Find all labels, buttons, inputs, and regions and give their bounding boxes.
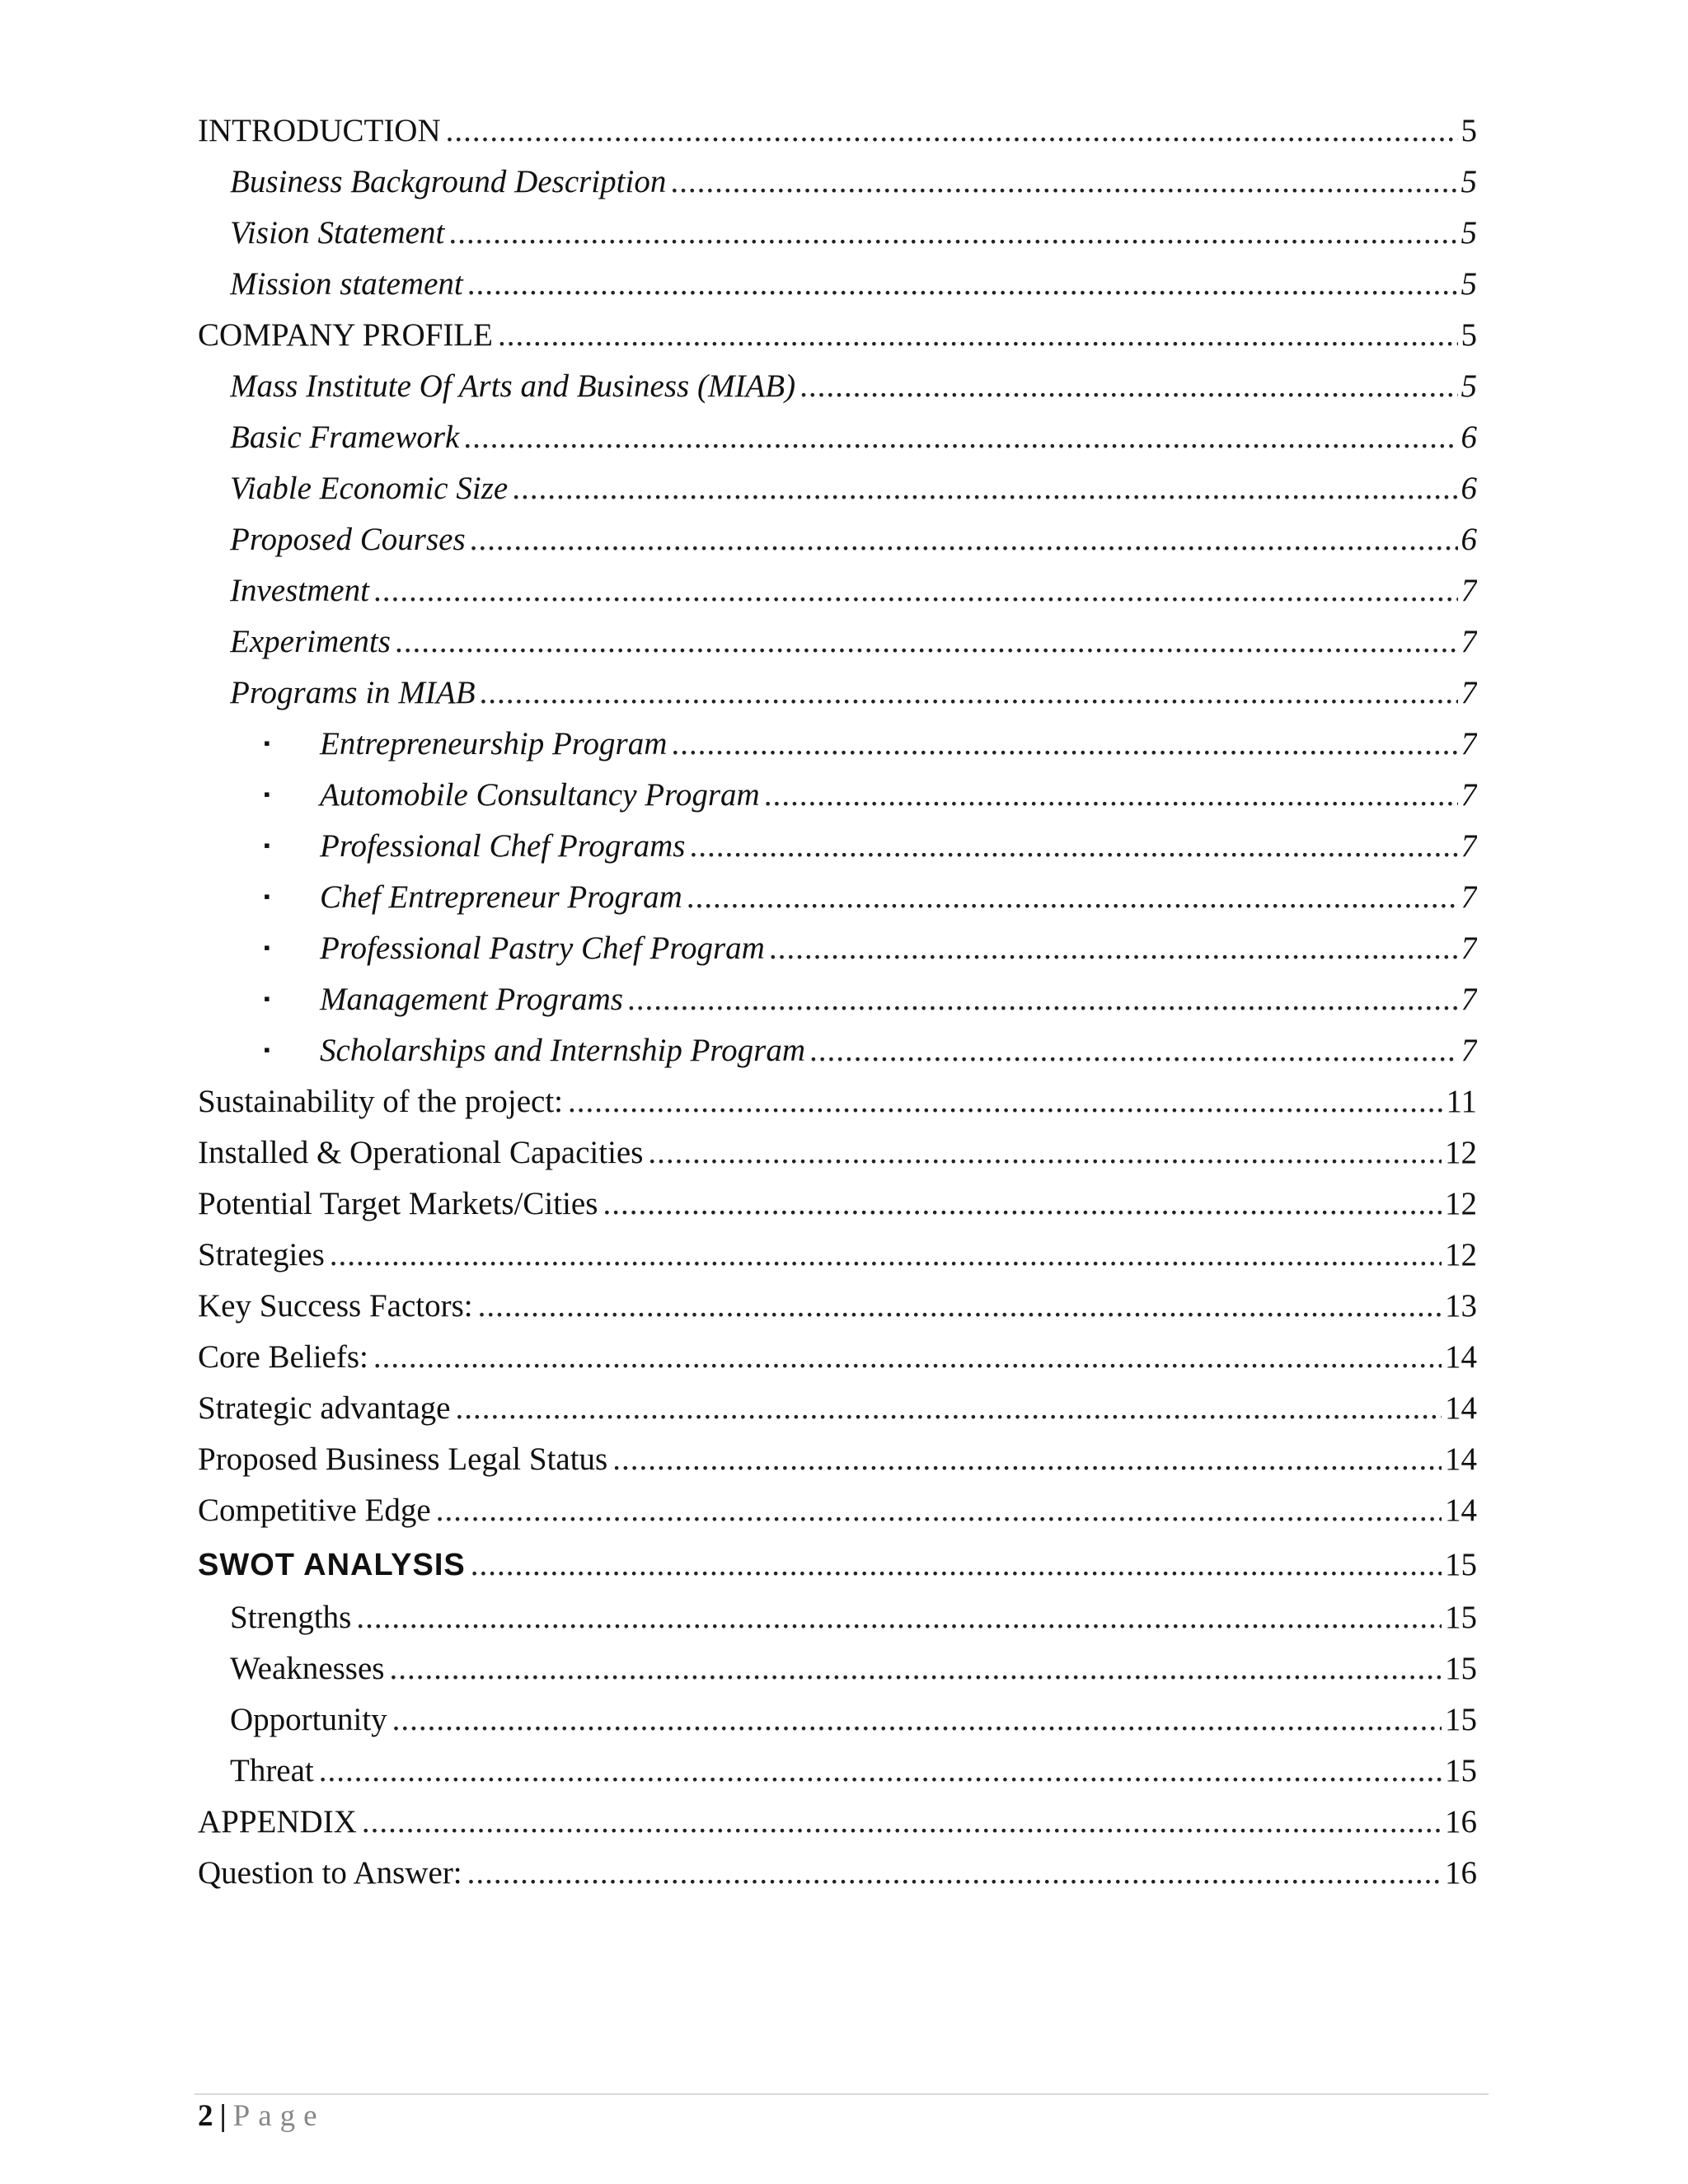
toc-page-number: 12	[1445, 1186, 1477, 1221]
toc-entry-question-to-answer[interactable]	[198, 1849, 1477, 1897]
dot-leader	[373, 1333, 1442, 1381]
square-bullet-icon: ▪	[264, 988, 270, 1009]
toc-entry-experiments[interactable]	[230, 618, 1477, 666]
square-bullet-icon: ▪	[264, 1039, 270, 1060]
toc-page-number: 7	[1461, 1033, 1477, 1068]
toc-page-number: 7	[1461, 828, 1477, 864]
toc-entry-pastry-chef[interactable]	[264, 925, 1477, 972]
dot-leader	[770, 925, 1458, 972]
toc-entry-label: Professional Pastry Chef Program	[320, 930, 765, 966]
dot-leader	[467, 1849, 1442, 1897]
square-bullet-icon: ▪	[264, 733, 270, 753]
toc-page-number: 14	[1445, 1390, 1477, 1426]
toc-entry-label: Chef Entrepreneur Program	[320, 879, 682, 915]
toc-entry-strategic-advantage[interactable]	[198, 1385, 1477, 1432]
toc-page-number: 12	[1445, 1135, 1477, 1170]
toc-entry-label: Proposed Business Legal Status	[198, 1441, 608, 1477]
toc-entry-label: Entrepreneurship Program	[320, 726, 668, 762]
dot-leader	[603, 1180, 1442, 1228]
toc-entry-strategies[interactable]	[198, 1231, 1477, 1279]
dot-leader	[690, 823, 1457, 870]
toc-entry-label: Installed & Operational Capacities	[198, 1135, 644, 1170]
toc-entry-label: Potential Target Markets/Cities	[198, 1186, 598, 1221]
toc-page-number: 5	[1461, 317, 1477, 353]
toc-entry-sustainability[interactable]	[198, 1078, 1477, 1126]
toc-entry-label: Programs in MIAB	[230, 675, 476, 710]
toc-page-number: 7	[1461, 982, 1477, 1017]
dot-leader	[810, 1027, 1458, 1075]
toc-entry-core-beliefs[interactable]	[198, 1333, 1477, 1381]
toc-page-number: 7	[1461, 930, 1477, 966]
toc-entry-label: Competitive Edge	[198, 1493, 431, 1528]
dot-leader	[464, 414, 1457, 462]
toc-entry-professional-chef[interactable]	[264, 823, 1477, 870]
toc-page-number: 15	[1445, 1651, 1477, 1686]
toc-page-number: 15	[1445, 1600, 1477, 1635]
toc-entry-vision-statement[interactable]	[230, 209, 1477, 257]
toc-entry-appendix[interactable]	[198, 1798, 1477, 1846]
toc-entry-label: APPENDIX	[198, 1804, 357, 1840]
toc-page-number: 6	[1461, 471, 1477, 506]
dot-leader	[628, 976, 1458, 1024]
toc-page-number: 7	[1461, 675, 1477, 710]
toc-page-number: 16	[1445, 1855, 1477, 1891]
dot-leader	[362, 1798, 1442, 1846]
toc-entry-competitive-edge[interactable]	[198, 1487, 1477, 1535]
toc-entry-business-background[interactable]	[230, 158, 1477, 206]
toc-entry-viable-economic-size[interactable]	[230, 465, 1477, 513]
toc-entry-label: INTRODUCTION	[198, 113, 441, 148]
toc-page-number: 15	[1445, 1547, 1477, 1582]
toc-entry-swot-analysis[interactable]	[198, 1541, 1477, 1589]
toc-entry-label: Proposed Courses	[230, 522, 466, 557]
toc-entry-strengths[interactable]	[230, 1594, 1477, 1642]
toc-entry-introduction[interactable]	[198, 107, 1477, 155]
toc-entry-chef-entrepreneur[interactable]	[264, 874, 1477, 921]
toc-entry-threat[interactable]	[230, 1747, 1477, 1795]
toc-entry-management-programs[interactable]	[264, 976, 1477, 1024]
dot-leader	[687, 874, 1458, 921]
toc-entry-label: Experiments	[230, 624, 391, 659]
toc-entry-label: Mass Institute Of Arts and Business (MIAB)	[230, 368, 796, 404]
toc-page-number: 14	[1445, 1493, 1477, 1528]
toc-entry-label: Sustainability of the project:	[198, 1084, 563, 1119]
toc-entry-scholarships-internship[interactable]	[264, 1027, 1477, 1075]
toc-entry-label: Key Success Factors:	[198, 1288, 473, 1324]
toc-entry-label: Strategies	[198, 1237, 325, 1272]
dot-leader	[765, 771, 1458, 819]
toc-entry-mission-statement[interactable]	[230, 260, 1477, 308]
square-bullet-icon: ▪	[264, 784, 270, 804]
footer-page-number: 2	[198, 2099, 213, 2133]
dot-leader	[389, 1645, 1442, 1693]
toc-page-number: 15	[1445, 1753, 1477, 1788]
toc-page-number: 7	[1461, 879, 1477, 915]
toc-entry-opportunity[interactable]	[230, 1696, 1477, 1744]
toc-entry-proposed-courses[interactable]	[230, 516, 1477, 564]
toc-entry-label: Basic Framework	[230, 419, 460, 455]
footer-page-word: Page	[232, 2099, 326, 2133]
toc-page-number: 16	[1445, 1804, 1477, 1840]
dot-leader	[392, 1696, 1442, 1744]
toc-entry-automobile-consultancy[interactable]	[264, 771, 1477, 819]
toc-entry-label: SWOT ANALYSIS	[198, 1548, 466, 1582]
dot-leader	[471, 1541, 1442, 1589]
toc-page-number: 12	[1445, 1237, 1477, 1272]
toc-entry-label: Scholarships and Internship Program	[320, 1033, 805, 1068]
toc-entry-label: Opportunity	[230, 1702, 387, 1737]
toc-entry-investment[interactable]	[230, 567, 1477, 615]
dot-leader	[356, 1594, 1442, 1642]
toc-entry-basic-framework[interactable]	[230, 414, 1477, 462]
dot-leader	[436, 1487, 1442, 1535]
dot-leader	[471, 516, 1458, 564]
dot-leader	[374, 567, 1458, 615]
toc-entry-installed-capacities[interactable]	[198, 1129, 1477, 1177]
dot-leader	[449, 209, 1457, 257]
toc-entry-label: Automobile Consultancy Program	[320, 777, 760, 813]
dot-leader	[498, 312, 1458, 359]
dot-leader	[330, 1231, 1442, 1279]
toc-entry-target-markets[interactable]	[198, 1180, 1477, 1228]
toc-entry-label: Professional Chef Programs	[320, 828, 686, 864]
toc-entry-miab[interactable]	[230, 363, 1477, 410]
toc-entry-programs-in-miab[interactable]	[230, 669, 1477, 717]
toc-entry-label: Strategic advantage	[198, 1390, 451, 1426]
toc-page-number: 5	[1461, 368, 1477, 404]
toc-entry-label: Investment	[230, 573, 369, 608]
toc-entry-label: Threat	[230, 1753, 314, 1788]
toc-entry-label: Strengths	[230, 1600, 352, 1635]
toc-page-number: 15	[1445, 1702, 1477, 1737]
dot-leader	[396, 618, 1458, 666]
toc-entry-company-profile[interactable]	[198, 312, 1477, 359]
dot-leader	[455, 1385, 1442, 1432]
dot-leader	[319, 1747, 1442, 1795]
dot-leader	[648, 1129, 1442, 1177]
toc-entry-label: Core Beliefs:	[198, 1339, 368, 1375]
toc-entry-weaknesses[interactable]	[230, 1645, 1477, 1693]
toc-entry-label: Viable Economic Size	[230, 471, 509, 506]
dot-leader	[468, 260, 1458, 308]
square-bullet-icon: ▪	[264, 835, 270, 855]
toc-page-number: 5	[1461, 164, 1477, 199]
square-bullet-icon: ▪	[264, 937, 270, 958]
toc-entry-label: Question to Answer:	[198, 1855, 462, 1891]
dot-leader	[800, 363, 1457, 410]
toc-entry-entrepreneurship-program[interactable]	[264, 720, 1477, 768]
toc-entry-label: Vision Statement	[230, 215, 445, 251]
toc-entry-label: Mission statement	[230, 266, 463, 302]
toc-page-number: 7	[1461, 777, 1477, 813]
toc-entry-label: Business Background Description	[230, 164, 667, 199]
dot-leader	[481, 669, 1458, 717]
footer-divider	[195, 2093, 1489, 2095]
dot-leader	[671, 158, 1457, 206]
toc-page-number: 14	[1445, 1339, 1477, 1375]
toc-page-number: 5	[1461, 215, 1477, 251]
toc-page-number: 7	[1461, 573, 1477, 608]
dot-leader	[513, 465, 1457, 513]
toc-page-number: 13	[1445, 1288, 1477, 1324]
toc-entry-key-success-factors[interactable]	[198, 1282, 1477, 1330]
toc-entry-legal-status[interactable]	[198, 1436, 1477, 1483]
toc-entry-label: Weaknesses	[230, 1651, 385, 1686]
toc-page-number: 11	[1446, 1084, 1477, 1119]
toc-page-number: 6	[1461, 522, 1477, 557]
square-bullet-icon: ▪	[264, 886, 270, 907]
dot-leader	[478, 1282, 1442, 1330]
toc-page-number: 7	[1461, 726, 1477, 762]
toc-entry-label: COMPANY PROFILE	[198, 317, 493, 353]
toc-page-number: 5	[1461, 266, 1477, 302]
toc-page-number: 7	[1461, 624, 1477, 659]
dot-leader	[672, 720, 1457, 768]
footer-separator: |	[219, 2099, 227, 2133]
dot-leader	[568, 1078, 1442, 1126]
toc-page-number: 6	[1461, 419, 1477, 455]
toc-page-number: 5	[1461, 113, 1477, 148]
page-footer	[198, 2098, 326, 2134]
dot-leader	[612, 1436, 1442, 1483]
toc-entry-label: Management Programs	[320, 982, 623, 1017]
toc-page-number: 14	[1445, 1441, 1477, 1477]
dot-leader	[446, 107, 1458, 155]
